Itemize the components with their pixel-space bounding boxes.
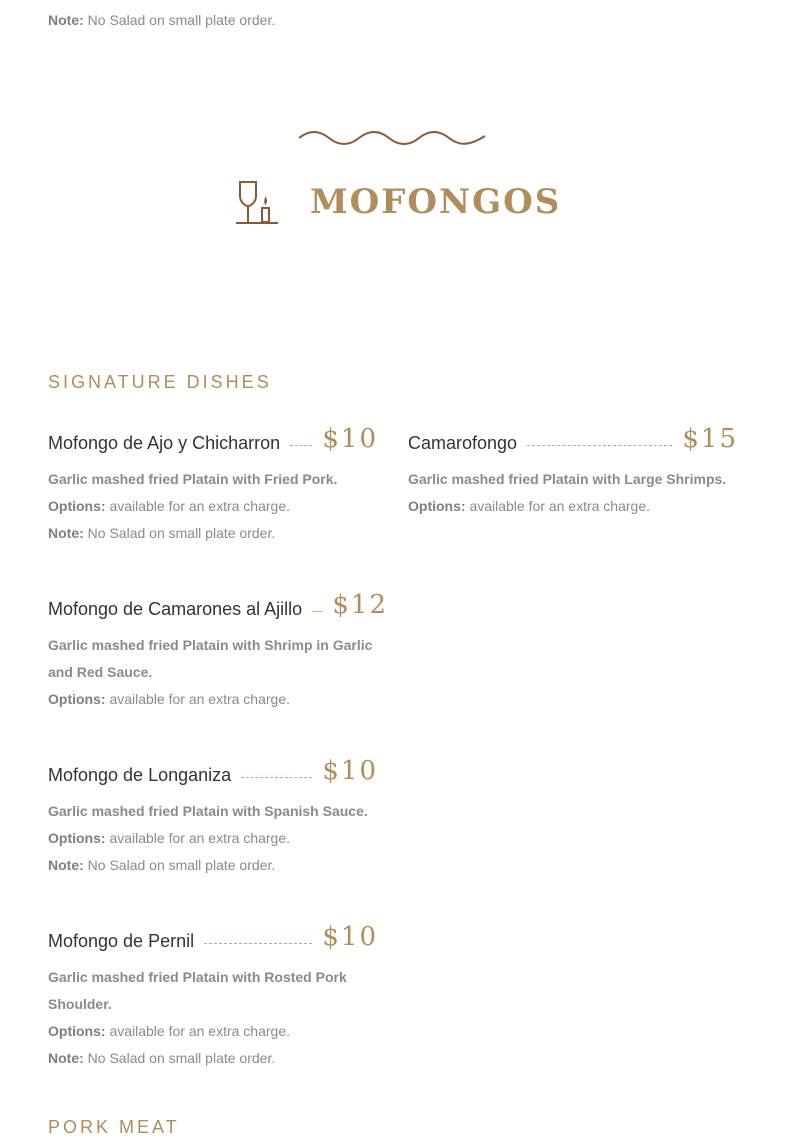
item-name: Camarofongo bbox=[408, 433, 518, 453]
note-label: Note: bbox=[48, 525, 84, 541]
dotted-leader bbox=[527, 445, 672, 446]
options-text: available for an extra charge. bbox=[109, 830, 290, 846]
note-text: No Salad on small plate order. bbox=[87, 1050, 276, 1066]
item-options bbox=[48, 825, 378, 852]
item-price: $10 bbox=[322, 922, 378, 952]
wine-glass-candle-icon bbox=[234, 178, 280, 226]
item-name: Mofongo de Longaniza bbox=[48, 765, 232, 785]
item-name: Mofongo de Pernil bbox=[48, 931, 195, 951]
options-text: available for an extra charge. bbox=[109, 1023, 290, 1039]
menu-item bbox=[48, 424, 378, 547]
item-description: Garlic mashed fried Platain with Spanish Sauce. bbox=[48, 803, 368, 819]
item-name: Mofongo de Ajo y Chicharron bbox=[48, 433, 281, 453]
item-price: $12 bbox=[332, 590, 388, 620]
menu-item bbox=[48, 590, 388, 713]
category-title-signature: SIGNATURE DISHES bbox=[48, 372, 272, 392]
wave-divider-icon bbox=[297, 130, 487, 146]
options-label: Options: bbox=[408, 498, 466, 514]
dotted-leader bbox=[290, 445, 312, 446]
item-note bbox=[48, 1045, 378, 1072]
note-label: Note: bbox=[48, 857, 84, 873]
item-note bbox=[48, 852, 378, 879]
top-note bbox=[48, 12, 275, 28]
item-price: $15 bbox=[682, 424, 738, 454]
item-description: Garlic mashed fried Platain with Large Shrimps. bbox=[408, 471, 727, 487]
section-title: MOFONGOS bbox=[310, 182, 562, 222]
menu-item bbox=[48, 756, 378, 879]
options-text: available for an extra charge. bbox=[109, 691, 290, 707]
section-heading bbox=[234, 178, 561, 226]
item-name: Mofongo de Camarones al Ajillo bbox=[48, 599, 303, 619]
options-label: Options: bbox=[48, 1023, 106, 1039]
note-label: Note: bbox=[48, 12, 84, 28]
note-text: No Salad on small plate order. bbox=[87, 857, 276, 873]
item-description: Garlic mashed fried Platain with Rosted Pork Shoulder. bbox=[48, 969, 347, 1012]
note-text: No Salad on small plate order. bbox=[87, 12, 276, 28]
options-label: Options: bbox=[48, 498, 106, 514]
item-options bbox=[48, 493, 378, 520]
dotted-leader bbox=[312, 611, 322, 612]
item-options bbox=[48, 686, 388, 713]
item-note bbox=[48, 520, 378, 547]
options-label: Options: bbox=[48, 830, 106, 846]
dotted-leader bbox=[241, 777, 312, 778]
item-options bbox=[408, 493, 738, 520]
item-options bbox=[48, 1018, 378, 1045]
note-text: No Salad on small plate order. bbox=[87, 525, 276, 541]
options-label: Options: bbox=[48, 691, 106, 707]
options-text: available for an extra charge. bbox=[469, 498, 650, 514]
options-text: available for an extra charge. bbox=[109, 498, 290, 514]
category-title-pork: PORK MEAT bbox=[48, 1117, 180, 1137]
item-description: Garlic mashed fried Platain with Fried Pork. bbox=[48, 471, 338, 487]
item-description: Garlic mashed fried Platain with Shrimp in Garlic and Red Sauce. bbox=[48, 637, 373, 680]
menu-item bbox=[408, 424, 738, 520]
item-price: $10 bbox=[322, 756, 378, 786]
item-price: $10 bbox=[322, 424, 378, 454]
menu-item bbox=[48, 922, 378, 1072]
note-label: Note: bbox=[48, 1050, 84, 1066]
dotted-leader bbox=[204, 943, 312, 944]
